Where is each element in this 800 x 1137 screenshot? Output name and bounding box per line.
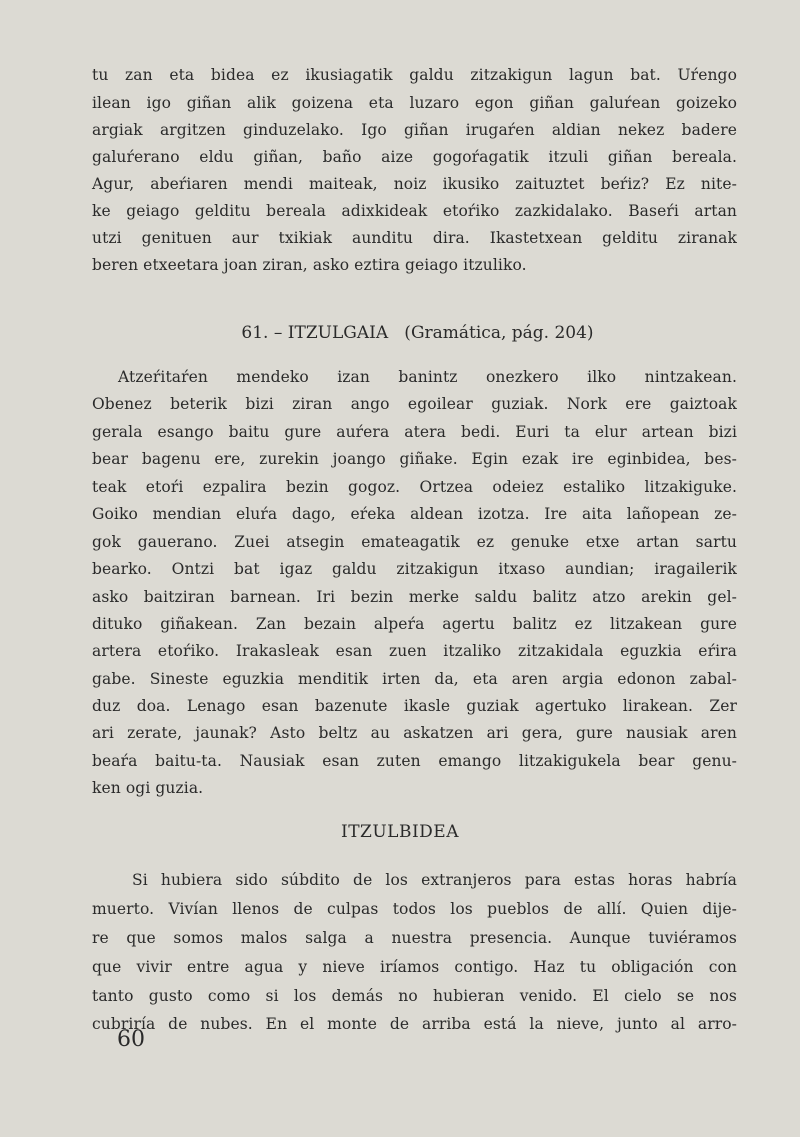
- text-line: ari zerate, jaunak? Asto beltz au askatzen ari gera, gure nausiak aren: [92, 724, 737, 742]
- text-line: utzi genituen aur txikiak aunditu dira. Ikastetxean gelditu ziranak: [92, 229, 737, 247]
- text-line: que vivir entre agua y nieve iríamos contigo. Haz tu obligación con: [92, 958, 737, 976]
- text-line: artera etoŕiko. Irakasleak esan zuen itzaliko zitzakidala eguzkia eŕira: [92, 642, 737, 660]
- text-line: teak etoŕi ezpalira bezin gogoz. Ortzea odeiez estaliko litzakiguke.: [92, 478, 737, 496]
- text-line: ken ogi guzia.: [92, 779, 204, 797]
- text-line: dituko giñakean. Zan bezain alpeŕa agertu balitz ez litzakean gure: [92, 615, 737, 633]
- text-line: beren etxeetara joan ziran, asko eztira geiago itzuliko.: [92, 256, 527, 274]
- text-line: galuŕerano eldu giñan, baño aize gogoŕagatik itzuli giñan bereala.: [92, 148, 737, 166]
- text-line: Si hubiera sido súbdito de los extranjeros para estas horas habría: [132, 871, 737, 889]
- text-line: bearko. Ontzi bat igaz galdu zitzakigun itxaso aundian; iragailerik: [92, 560, 737, 578]
- text-line: Goiko mendian eluŕa dago, eŕeka aldean izotza. Ire aita lañopean ze-: [92, 505, 737, 523]
- text-line: Agur, abeŕiaren mendi maiteak, noiz ikusiko zaituztet beŕiz? Ez nite-: [92, 175, 737, 193]
- text-line: muerto. Vivían llenos de culpas todos los pueblos de allí. Quien dije-: [92, 900, 737, 918]
- text-line: argiak argitzen ginduzelako. Igo giñan irugaŕen aldian nekez badere: [92, 121, 737, 139]
- text-line: cubriría de nubes. En el monte de arriba está la nieve, junto al arro-: [92, 1015, 737, 1033]
- text-line: Atzeŕitaŕen mendeko izan banintz onezkero ilko nintzakean.: [118, 368, 737, 386]
- text-line: gerala esango baitu gure auŕera atera bedi. Euri ta elur artean bizi: [92, 423, 737, 441]
- text-line: Obenez beterik bizi ziran ango egoilear guziak. Nork ere gaiztoak: [92, 395, 737, 413]
- text-line: tanto gusto como si los demás no hubieran venido. El cielo se nos: [92, 987, 737, 1005]
- page-number: 60: [117, 1027, 145, 1052]
- text-line: beaŕa baitu-ta. Nausiak esan zuten emango litzakigukela bear genu-: [92, 752, 737, 770]
- exercise-heading: 61. – ITZULGAIA (Gramática, pág. 204): [241, 323, 594, 343]
- text-line: ilean igo giñan alik goizena eta luzaro egon giñan galuŕean goizeko: [92, 94, 737, 112]
- text-line: re que somos malos salga a nuestra presencia. Aunque tuviéramos: [92, 929, 737, 947]
- translation-heading: ITZULBIDEA: [340, 822, 459, 842]
- text-line: bear bagenu ere, zurekin joango giñake. Egin ezak ire eginbidea, bes-: [92, 450, 737, 468]
- text-line: gok gauerano. Zuei atsegin emateagatik ez genuke etxe artan sartu: [92, 533, 737, 551]
- text-line: duz doa. Lenago esan bazenute ikasle guziak agertuko lirakean. Zer: [92, 697, 737, 715]
- text-line: gabe. Sineste eguzkia menditik irten da, eta aren argia edonon zabal-: [92, 670, 737, 688]
- text-line: asko baitziran barnean. Iri bezin merke saldu balitz atzo arekin gel-: [92, 588, 737, 606]
- text-line: tu zan eta bidea ez ikusiagatik galdu zitzakigun lagun bat. Uŕengo: [92, 66, 737, 84]
- text-line: ke geiago gelditu bereala adixkideak etoŕiko zazkidalako. Baseŕi artan: [92, 202, 737, 220]
